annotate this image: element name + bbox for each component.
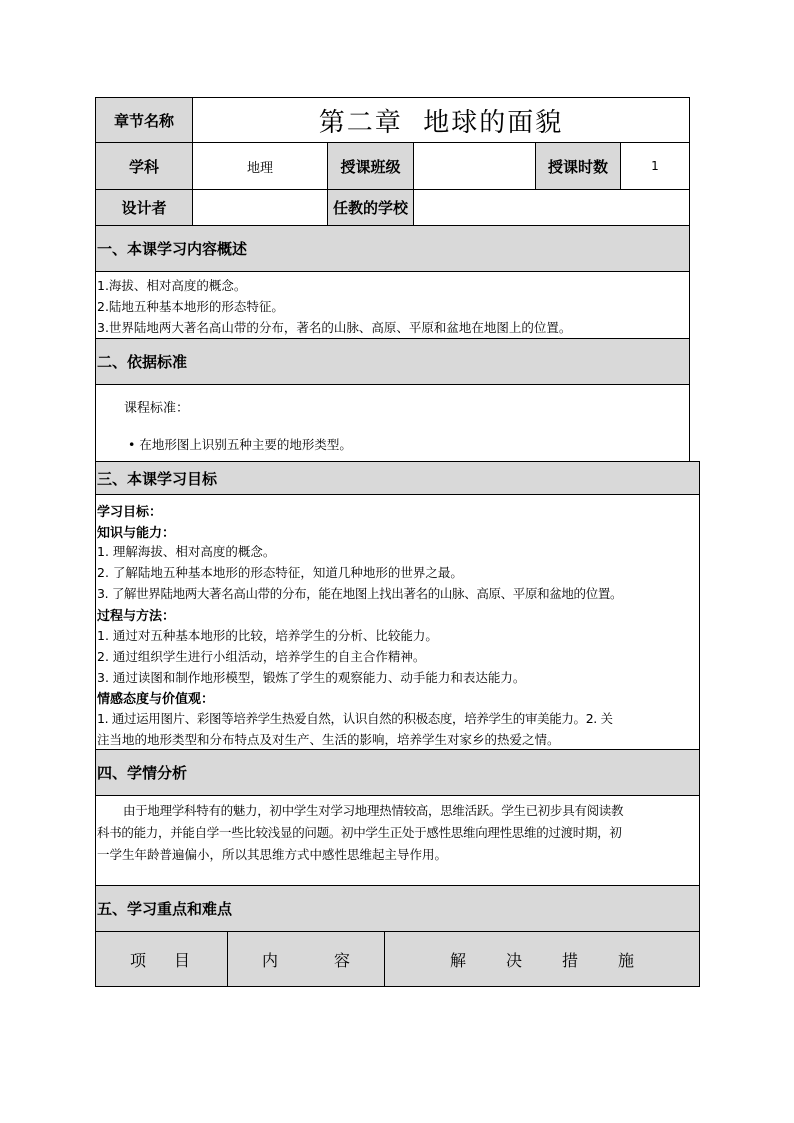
knowledge-label: 知识与能力： [97,526,176,541]
hours-value: 1 [620,142,690,190]
section3-heading: 三、本课学习目标 [95,461,700,495]
column-header-content: 内 容 [227,931,385,987]
standard-label: 课程标准： [124,401,190,416]
class-label: 授课班级 [327,142,414,190]
section2-content [95,384,690,462]
subject-value: 地理 [192,142,328,190]
school-value [413,189,690,226]
chapter-label: 章节名称 [95,97,193,143]
process-item-3: 3. 通过读图和制作地形模型，锻炼了学生的观察能力、动手能力和表达能力。 [97,670,526,685]
section4-heading: 四、学情分析 [95,749,700,796]
column-header-item: 项 目 [95,931,228,987]
knowledge-item-2: 2. 了解陆地五种基本地形的形态特征，知道几种地形的世界之最。 [97,565,463,580]
section5-heading: 五、学习重点和难点 [95,885,700,932]
designer-value [192,189,328,226]
section3-content [95,494,700,750]
section1-line-2: 2.陆地五种基本地形的形态特征。 [97,299,284,314]
section1-line-3: 3.世界陆地两大著名高山带的分布，著名的山脉、高原、平原和盆地在地图上的位置。 [97,320,572,335]
emotion-line-1: 1. 通过运用图片、彩图等培养学生热爱自然，认识自然的积极态度，培养学生的审美能力。2. 关 [97,711,613,726]
knowledge-item-1: 1. 理解海拔、相对高度的概念。 [97,544,276,559]
process-label: 过程与方法： [97,609,176,624]
process-item-1: 1. 通过对五种基本地形的比较，培养学生的分析、比较能力。 [97,628,438,643]
process-item-2: 2. 通过组织学生进行小组活动，培养学生的自主合作精神。 [97,649,426,664]
class-value [413,142,536,190]
standard-item: • 在地形图上识别五种主要的地形类型。 [128,437,352,452]
hours-label: 授课时数 [535,142,621,190]
knowledge-item-3: 3. 了解世界陆地两大著名高山带的分布，能在地图上找出著名的山脉、高原、平原和盆地的位置。 [97,586,623,601]
section1-content [95,271,690,339]
analysis-line-3: 一学生年龄普遍偏小，所以其思维方式中感性思维起主导作用。 [97,847,448,862]
chapter-title: 第二章 地球的面貌 [192,97,690,143]
emotion-line-2: 注当地的地形类型和分布特点及对生产、生活的影响，培养学生对家乡的热爱之情。 [97,732,560,747]
emotion-label: 情感态度与价值观： [97,692,215,707]
school-label: 任教的学校 [327,189,414,226]
analysis-line-2: 科书的能力，并能自学一些比较浅显的问题。初中学生正处于感性思维向理性思维的过渡时期，初 [97,825,622,840]
subject-label: 学科 [95,142,193,190]
goals-label: 学习目标： [97,505,163,520]
section1-line-1: 1.海拔、相对高度的概念。 [97,278,247,293]
section4-content [95,795,700,886]
section1-heading: 一、本课学习内容概述 [95,225,690,272]
designer-label: 设计者 [95,189,193,226]
section2-heading: 二、依据标准 [95,338,690,385]
column-header-measures: 解 决 措 施 [384,931,700,987]
analysis-line-1: 由于地理学科特有的魅力，初中学生对学习地理热情较高，思维活跃。学生已初步具有阅读教 [123,803,624,818]
